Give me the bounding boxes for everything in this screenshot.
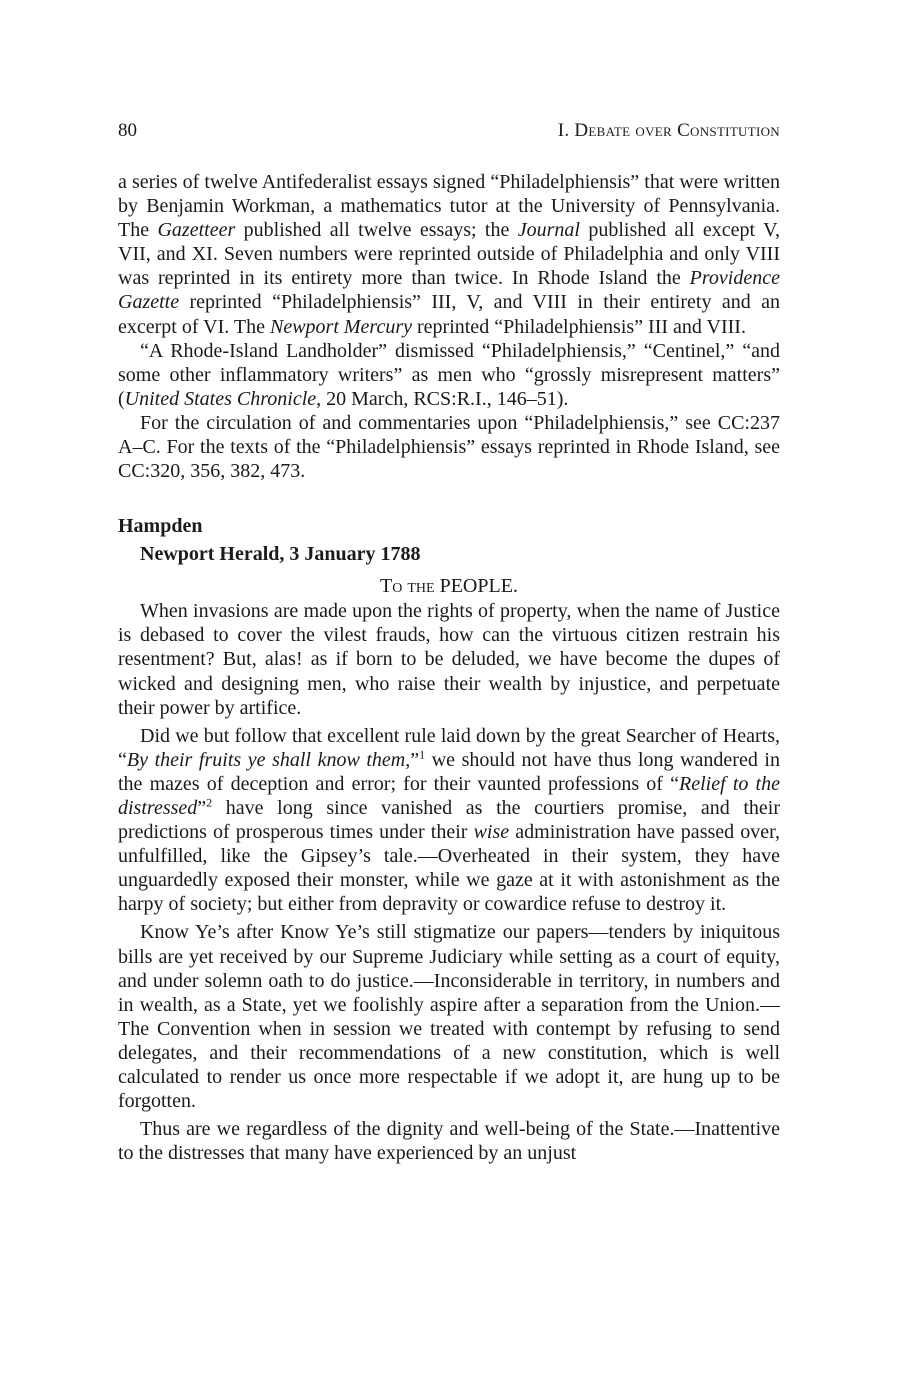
italic-quote-relief: Relief to the distressed bbox=[118, 772, 780, 819]
running-header bbox=[118, 120, 780, 142]
footnote-ref-1: 1 bbox=[419, 747, 426, 762]
italic-united-states-chronicle: United States Chronicle bbox=[124, 387, 317, 410]
intro-paragraph-1: a series of twelve Antifederalist essays signed “Philadelphiensis” that were written by Benjamin Workman, a mathematics tutor at the University of Pennsylvania. The Gazetteer published all twelve essays; the Journal published all except V, VII, and XI. Seven numbers were reprinted outside of Philadelphia and only VIII was reprinted in its entirety more than twice. In Rhode Island the Providence Gazette reprinted “Philadelphiensis” III, V, and VIII in their entirety and an excerpt of VI. The Newport Mercury reprinted “Philadelphiensis” III and VIII. bbox=[118, 171, 780, 338]
document-paragraph-1: When invasions are made upon the rights of property, when the name of Justice is debased to cover the vilest frauds, how can the virtuous citizen restrain his resentment? But, alas! as if born to be deluded, we have become the dupes of wicked and designing men, who raise their wealth by injustice, and perpetuate their power by artifice. bbox=[118, 600, 780, 719]
italic-quote-fruits: By their fruits ye shall know them, bbox=[126, 748, 411, 771]
running-title: I. Debate over Constitution bbox=[557, 120, 780, 141]
italic-journal: Journal bbox=[517, 219, 580, 242]
italic-newport-mercury: Newport Mercury bbox=[269, 315, 412, 338]
document-paragraph-3: Know Ye’s after Know Ye’s still stigmatize our papers—tenders by iniquitous bills are yet received by our Supreme Judiciary while setting as a court of equity, and under solemn oath to do justice.—Inconsiderable in territory, in numbers and in wealth, as a State, yet we foolishly aspire after a separation from the Union.—The Convention when in session we treated with contempt by refusing to send delegates, and their recommendations of a new constitution, which is well calculated to render us once more respectable if we adopt it, are hung up to be forgotten. bbox=[118, 921, 780, 1113]
document-paragraph-4: Thus are we regardless of the dignity and well-being of the State.—Inattentive to the distresses that many have experienced by an unjust bbox=[118, 1118, 780, 1165]
document-author: Hampden bbox=[118, 515, 203, 538]
page-number: 80 bbox=[118, 120, 137, 141]
footnote-ref-2: 2 bbox=[206, 795, 213, 810]
italic-providence-gazette: Providence Gazette bbox=[118, 267, 780, 314]
italic-wise: wise bbox=[473, 821, 510, 844]
page-body bbox=[118, 170, 780, 1165]
salutation: To the PEOPLE. bbox=[380, 575, 518, 598]
document-paragraph-2: Did we but follow that excellent rule laid down by the great Searcher of Hearts, “By their fruits ye shall know them,”$^1$ we should not have thus long wandered in the mazes of deception and error; for their vaunted professions of “Relief to the distressed”$^2$ have long since vanished as the courtiers promise, and their predictions of prosperous times under their wise administration have passed over, unfulfilled, like the Gipsey’s tale.—Overheated in their system, they have unguardedly exposed their monster, while we gaze at it with astonishment as the harpy of society; but either from depravity or cowardice refuse to destroy it. bbox=[118, 724, 780, 916]
intro-paragraph-3: For the circulation of and commentaries upon “Philadelphiensis,” see CC:237 A–C. For the texts of the “Philadelphiensis” essays reprinted in Rhode Island, see CC:320, 356, 382, 473. bbox=[118, 411, 780, 483]
intro-paragraph-2: “A Rhode-Island Landholder” dismissed “Philadelphiensis,” “Centinel,” “and some other inflammatory writers” as men who “grossly misrepresent matters” (United States Chronicle, 20 March, RCS:R.I., 146–51). bbox=[118, 339, 780, 410]
italic-gazetteer: Gazetteer bbox=[157, 219, 236, 242]
document-source: Newport Herald, 3 January 1788 bbox=[140, 543, 421, 566]
